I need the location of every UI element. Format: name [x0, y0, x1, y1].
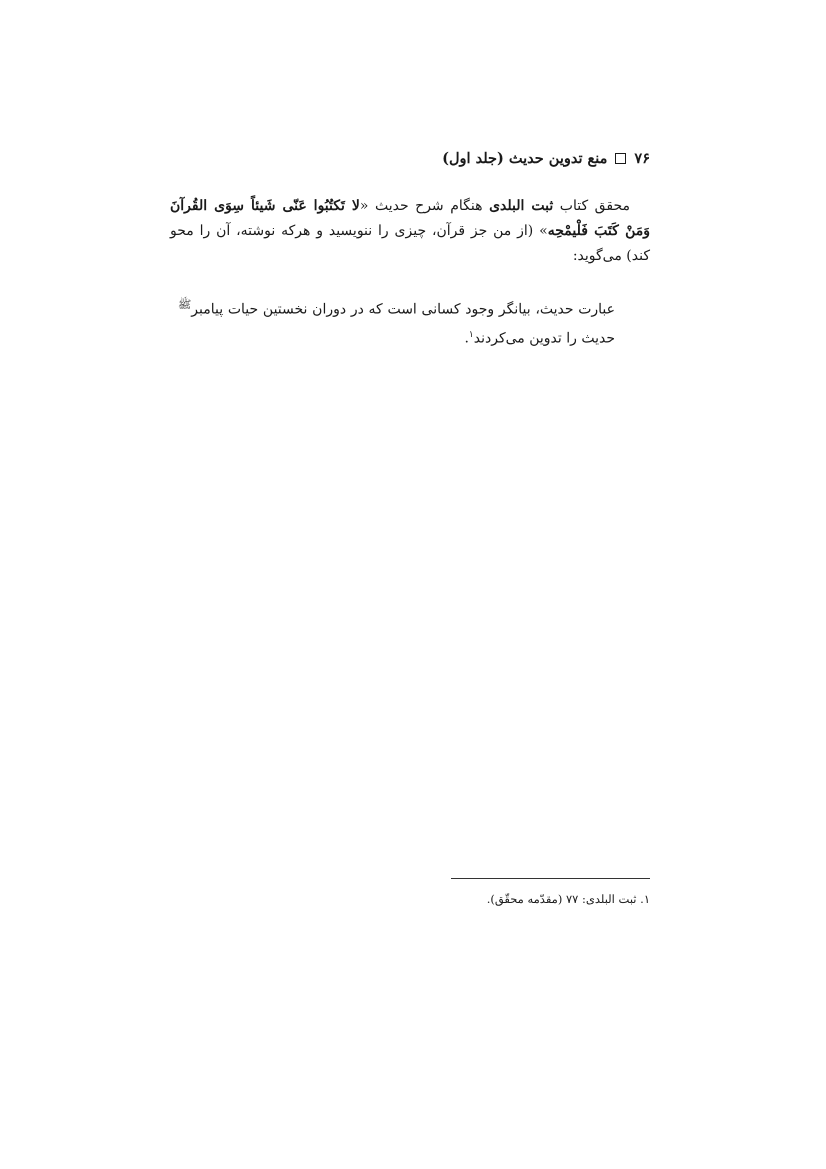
page-number: ۷۶ — [634, 150, 650, 167]
paragraph-text — [170, 194, 650, 269]
main-paragraph — [170, 194, 650, 269]
quote-part-1: عبارت حدیث، بیانگر وجود کسانی است که در دوران نخستین حیات پیامبر — [191, 301, 615, 318]
block-quote — [178, 292, 615, 351]
square-bullet-icon — [615, 153, 626, 164]
running-header — [442, 150, 650, 167]
salawat-icon: ﷺ — [178, 298, 192, 311]
paragraph-mid: هنگام شرح حدیث « — [359, 198, 490, 214]
footnote-reference[interactable]: ۱ — [468, 329, 474, 340]
footnote: ۱. ثبت البلدی: ۷۷ (مقدّمه محقّق). — [486, 892, 650, 906]
running-title: منع تدوین حدیث (جلد اول) — [442, 150, 608, 167]
paragraph-end: » (از من جز قرآن، چیزی را ننویسید و هرکه نوشته، آن را محو کند) می‌گوید: — [170, 223, 650, 264]
footnote-divider — [451, 878, 650, 879]
paragraph-intro: محقق کتاب — [553, 198, 630, 214]
book-title: ثبت البلدی — [489, 198, 554, 214]
hadith-text: لا تَکتُبُوا عَنّی شَیئاً سِوَی القُرآنَ وَمَنْ کَتَبَ فَلْیمْحِه — [170, 198, 651, 239]
quote-end: . — [464, 330, 469, 347]
quote-part-2: حدیث را تدوین می‌کردند — [473, 330, 615, 347]
quote-text — [178, 292, 615, 351]
